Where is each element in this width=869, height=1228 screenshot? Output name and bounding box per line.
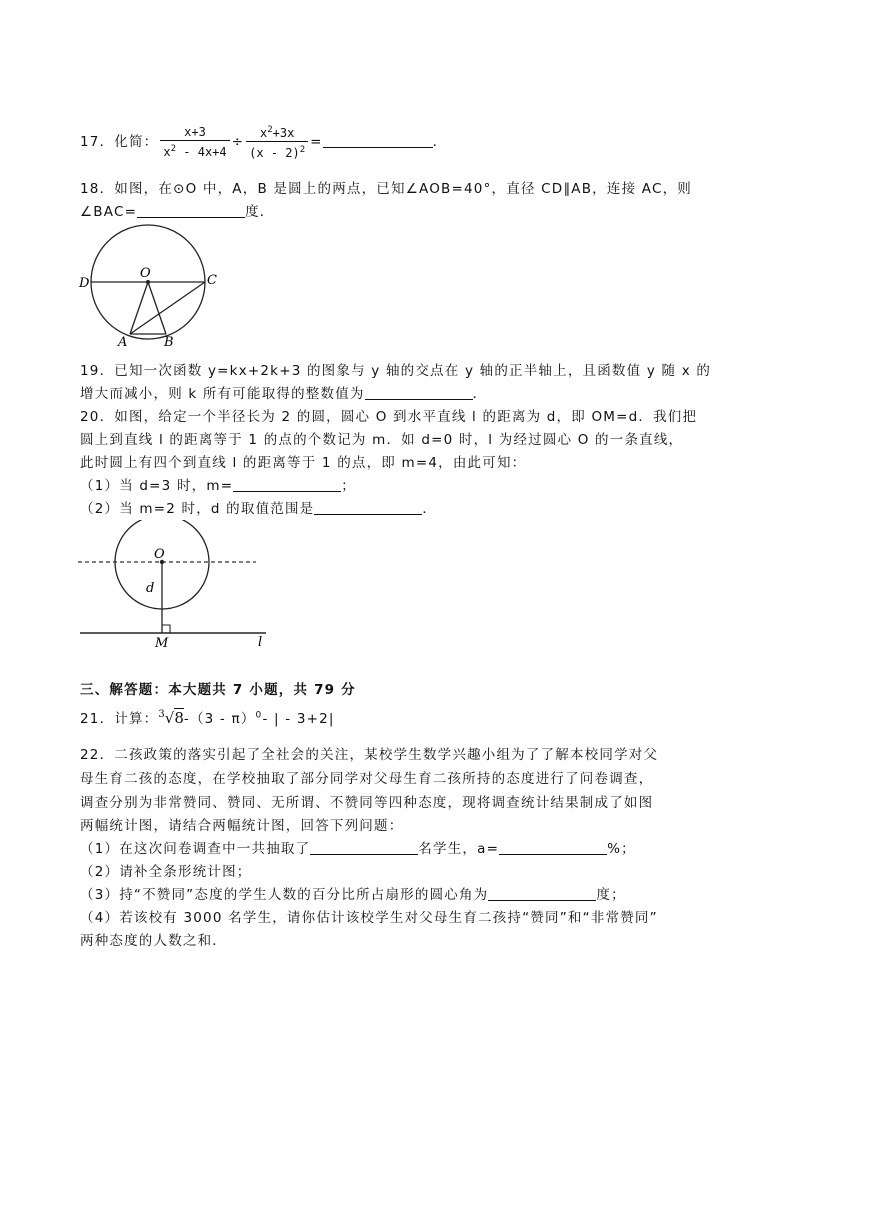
q20-sub1: （1）当 d=3 时，m= ； [80,478,356,494]
division-sign: ÷ [231,134,245,150]
q20-line1: 20．如图，给定一个半径长为 2 的圆，圆心 O 到水平直线 l 的距离为 d，即 OM=d．我们把 [80,409,698,425]
q20-sub2: （2）当 m=2 时，d 的取值范围是 ． [80,501,438,517]
q17-label: 17．化简： [80,134,159,150]
label-a: A [118,335,128,348]
fraction-1-numerator: x+3 [160,124,229,141]
q19-line1: 19．已知一次函数 y=kx+2k+3 的图象与 y 轴的交点在 y 轴的正半轴上，且函数值 y 随 x 的 [80,363,712,379]
fraction-2-denominator: (x - 2)$^2$ [249,145,306,160]
label-c: C [207,273,217,288]
segment-ac [130,282,205,334]
q22-sub3: （3）持“不赞同”态度的学生人数的百分比所占扇形的圆心角为 度； [80,887,626,903]
segment-ob [148,282,166,334]
q22-sub4-line2: 两种态度的人数之和． [80,933,227,949]
fraction-2-numerator: $x^2+3x$ [246,122,308,142]
q22-line3: 调查分别为非常赞同、赞同、无所谓、不赞同等四种态度，现将调查统计结果制成了如图 [80,795,654,811]
label-d: d [146,581,155,596]
fraction-1-denominator: $x^2 - 4x+4$ [163,143,227,159]
q18-line2: ∠BAC= 度． [80,204,275,220]
q21: 21．计算：$^3$√8-（3 - π）$^0$- | - 3+2| [80,709,335,727]
fraction-2 [246,122,308,162]
q22-line2: 母生育二孩的态度，在学校抽取了部分同学对父母生育二孩所持的态度进行了问卷调查， [80,771,654,787]
right-angle-mark [162,625,170,633]
section-heading: 三、解答题：本大题共 7 小题，共 79 分 [80,682,356,698]
q22-sub2: （2）请补全条形统计图； [80,864,252,880]
q22-sub4-line1: （4）若该校有 3000 名学生，请你估计该校学生对父母生育二孩持“赞同”和“非常赞同” [80,910,658,926]
q22-line4: 两幅统计图，请结合两幅统计图，回答下列问题： [80,818,404,834]
answer-blank-22-a[interactable] [499,840,607,855]
label-o: O [140,266,151,281]
segment-oa [130,282,148,334]
answer-blank-22-3[interactable] [488,886,596,901]
label-m: M [155,636,169,650]
label-l: l [258,635,263,650]
q22-line1: 22．二孩政策的落实引起了全社会的关注，某校学生数学兴趣小组为了了解本校同学对父 [80,747,659,763]
q17: 17．化简： $\frac{x+3}{x^2 - 4x+4}$ ÷ $\frac{x^2+3x}{(x - 2)^2}$ = . [80,122,438,162]
fraction-1 [160,124,229,161]
q18-line1: 18．如图，在⊙O 中，A，B 是圆上的两点，已知∠AOB=40°，直径 CD∥AB，连接 AC，则 [80,181,692,197]
answer-blank-18[interactable] [137,203,245,218]
answer-blank-19[interactable] [365,385,473,400]
answer-blank-20-1[interactable] [233,477,341,492]
circle-line-figure-q20 [76,520,276,650]
circle-figure-q18 [76,224,226,348]
equals-sign: = [310,134,323,150]
answer-blank-17[interactable] [323,133,433,148]
answer-blank-20-2[interactable] [314,500,422,515]
q20-line2: 圆上到直线 l 的距离等于 1 的点的个数记为 m．如 d=0 时，l 为经过圆心 O 的一条直线， [80,432,684,448]
q22-sub1: （1）在这次问卷调查中一共抽取了 名学生，a= %； [80,841,636,857]
label-d: D [79,276,90,291]
q19-line2: 增大而减小，则 k 所有可能取得的整数值为 ． [80,386,488,402]
label-b: B [164,335,174,348]
label-o: O [154,547,165,562]
cube-root: $^3$√8 [158,709,184,727]
answer-blank-22-1[interactable] [310,840,418,855]
q20-line3: 此时圆上有四个到直线 l 的距离等于 1 的点，即 m=4，由此可知： [80,455,527,471]
